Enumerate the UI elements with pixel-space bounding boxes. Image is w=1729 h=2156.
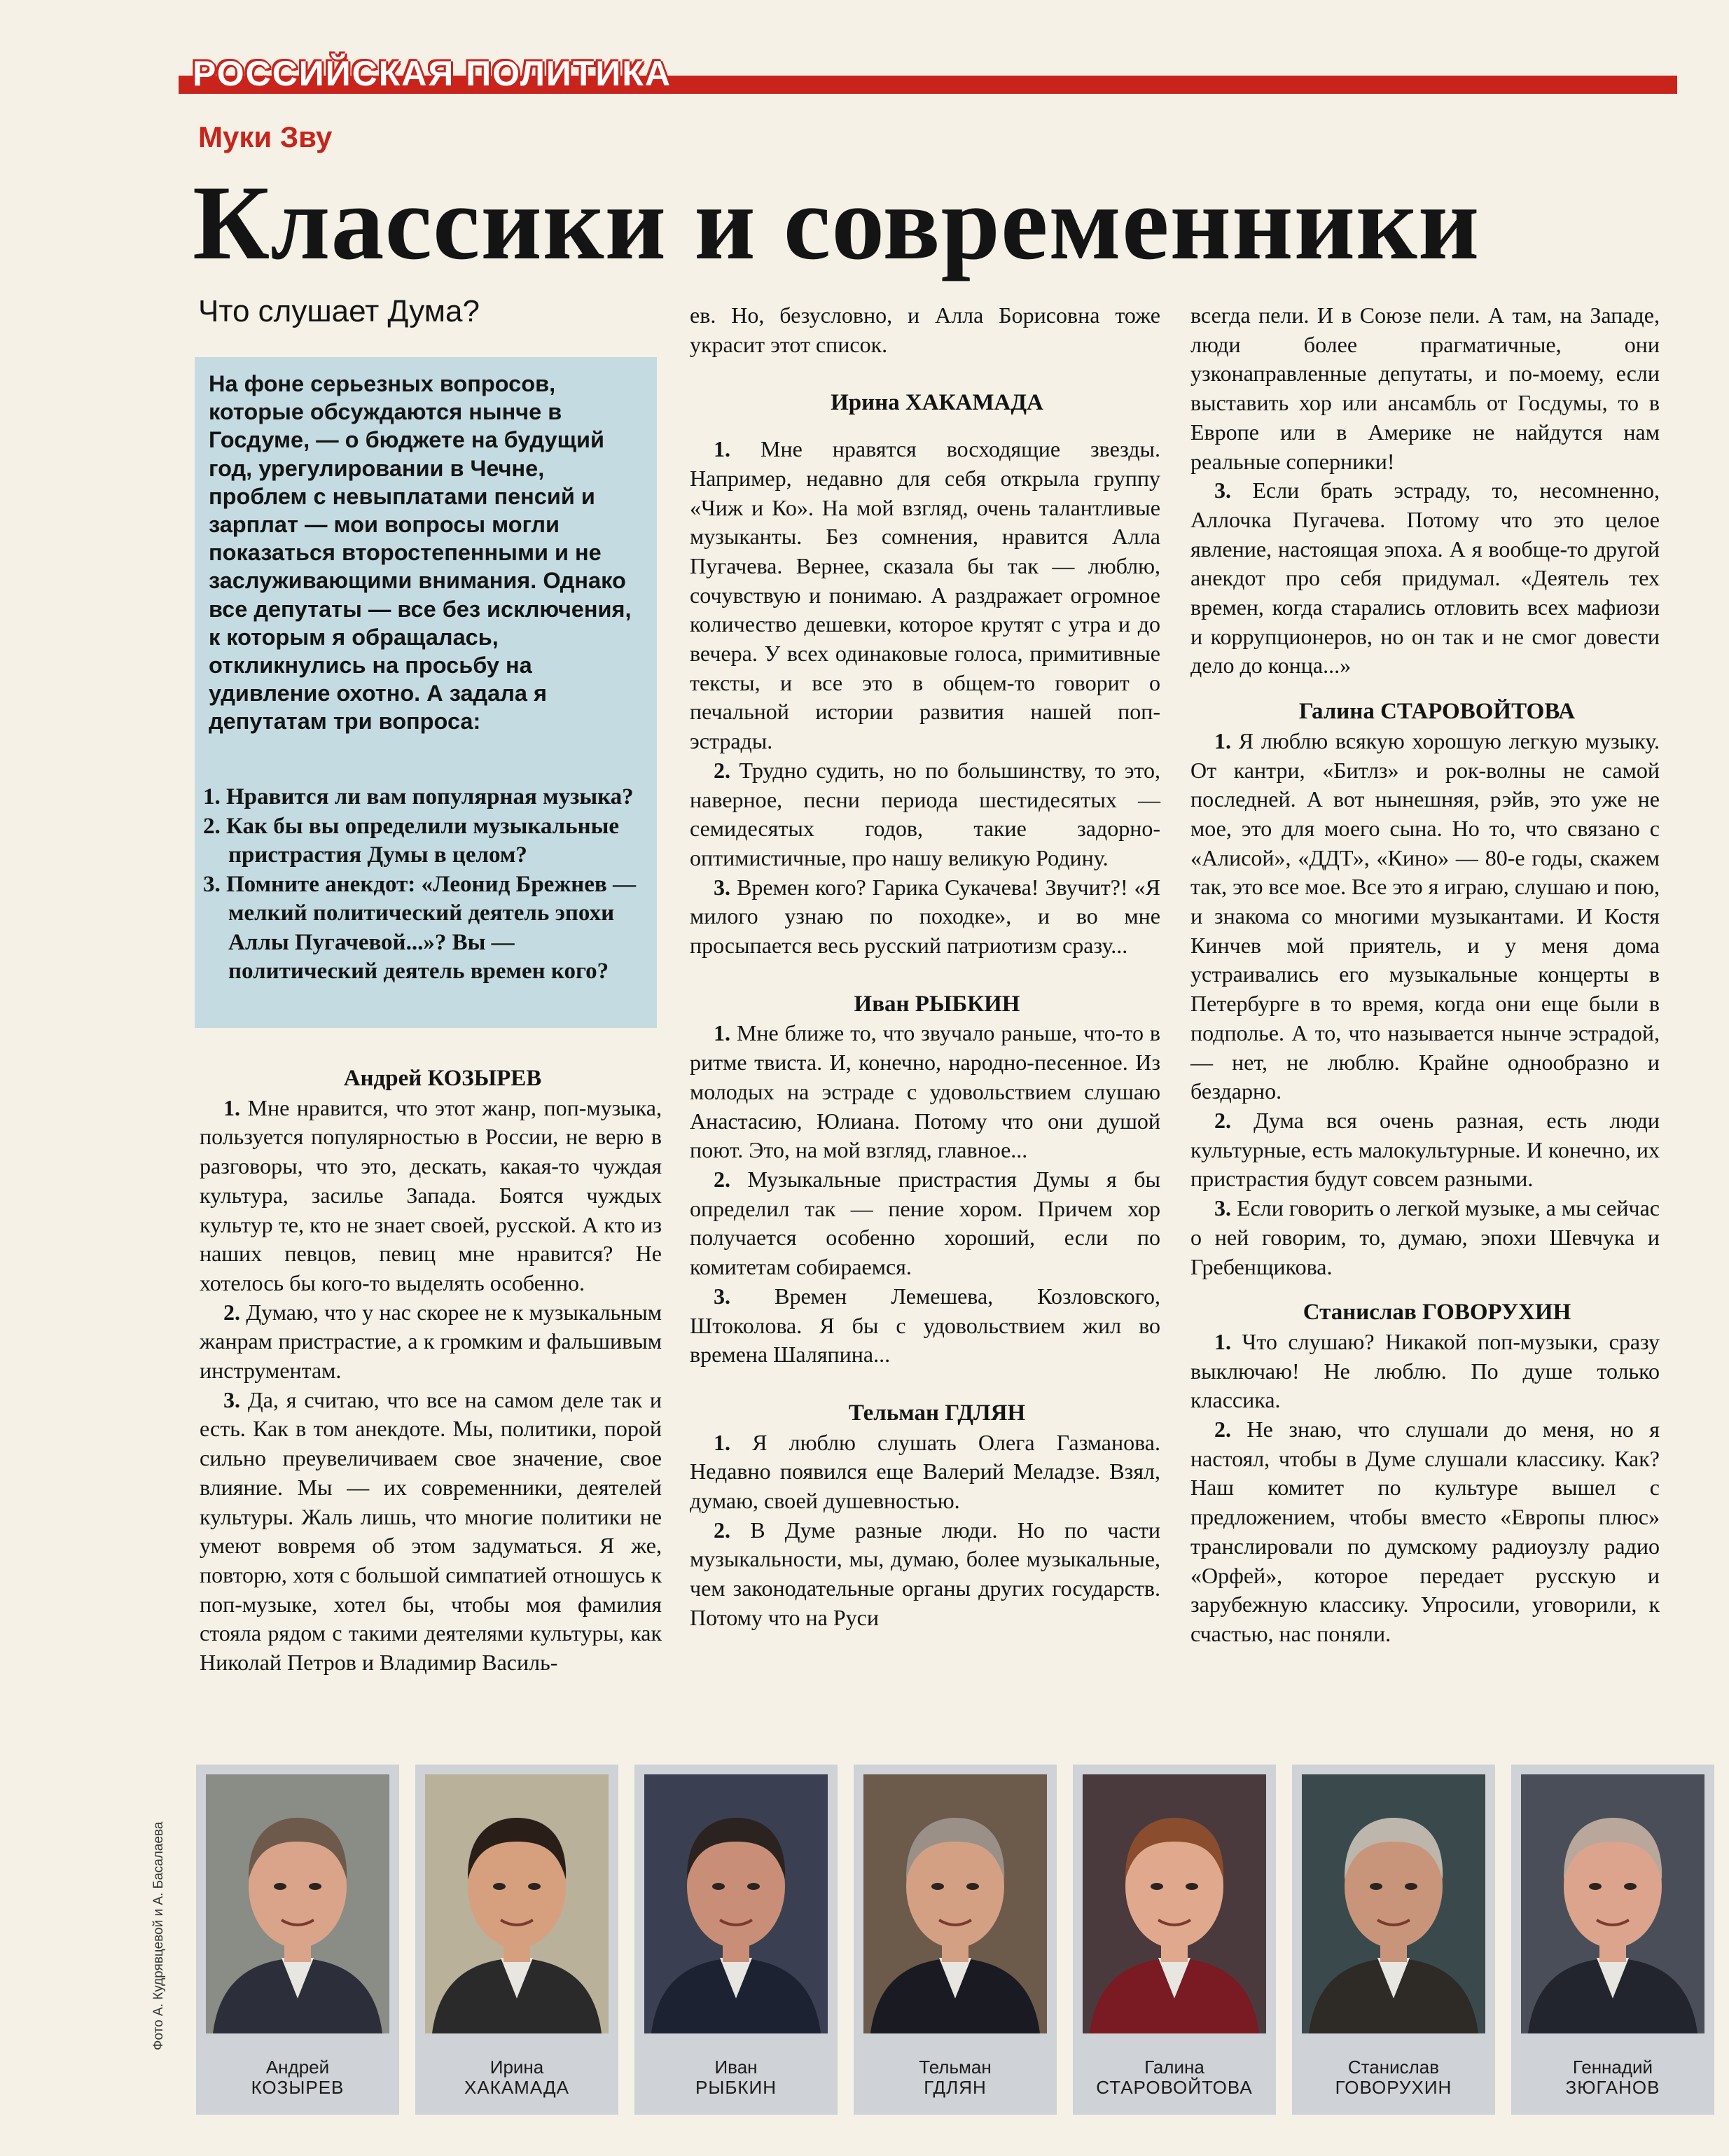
photo-caption: Тельман ГДЛЯН [919, 2057, 992, 2098]
subhead: Что слушает Дума? [198, 294, 480, 328]
author-name: Станислав ГОВОРУХИН [1303, 1300, 1571, 1326]
author-name: Ирина ХАКАМАДА [831, 390, 1043, 416]
photo-caption: Иван РЫБКИН [695, 2057, 777, 2098]
kicker: Муки Зву [198, 120, 333, 153]
headline: Классики и современники [193, 164, 1480, 281]
left-eye [1151, 1883, 1163, 1890]
answer-paragraph: 2. Трудно судить, но по большинству, то это, наверное, песни периода шестидесятых — семидесятых годов, такие задорно-оптимистичные, про нашу великую Родину. [690, 757, 1161, 870]
left-eye [1589, 1883, 1602, 1890]
answer-paragraph: 1. Мне нравится, что этот жанр, поп-музыка, пользуется популярностью в России, не верю в разговоры, что это, дескать, какая-то чуждая культура, засилье Запада. Боятся чуждых культур те, кто не знает своей, русской. А кто из наших певцов, певиц мне нравится? Не хотелось бы кого-то выделять особенно. [200, 1094, 662, 1295]
answer-paragraph: 2. Дума вся очень разная, есть люди культурные, есть малокультурные. И конечно, их пристрастия будут совсем разными. [1190, 1107, 1660, 1192]
intro-box [195, 357, 657, 777]
answer-paragraph: 1. Мне нравятся восходящие звезды. Например, недавно для себя открыла группу «Чиж и Ко». На мой взгляд, очень талантливые музыканты. Без сомнения, нравится Алла Пугачева. Вернее, сказала бы так — люблю, сочувствую и понимаю. А раздражает огромное количество дешевки, которое крутят с утра и до вечера. У всех одинаковые голоса, примитивные тексты, и все это в общем-то говорит о печальной истории развития нашей поп-эстрады. [690, 436, 1161, 754]
portrait-illustration [863, 1774, 1047, 2033]
answer-continuation: ев. Но, безусловно, и Алла Борисовна тоже украсит этот список. [690, 302, 1160, 357]
portrait-photo [1302, 1774, 1485, 2033]
column-3 [1190, 301, 1660, 1649]
rubric-title: РОССИЙСКАЯ ПОЛИТИКА [193, 54, 672, 93]
right-eye [1186, 1883, 1198, 1890]
photo-strip [196, 1765, 1716, 2115]
portrait-photo [1083, 1774, 1266, 2033]
photo-card [415, 1765, 618, 2115]
right-eye [966, 1883, 979, 1890]
answer-paragraph: 1. Мне ближе то, что звучало раньше, что-то в ритме твиста. И, конечно, народно-песенное. Из молодых на эстраде с удовольствием слушаю Анастасию, Юлиана. Потому что они душой поют. Это, на мой взгляд, главное... [690, 1020, 1161, 1163]
photo-card [1292, 1765, 1495, 2115]
portrait-illustration [1083, 1774, 1266, 2033]
left-eye [1370, 1883, 1382, 1890]
photo-card [634, 1765, 838, 2115]
questions-list [195, 776, 657, 1028]
photo-caption: Ирина ХАКАМАДА [464, 2057, 569, 2098]
question-item: 2. Как бы вы определили музыкальные пристрастия Думы в целом? [203, 813, 620, 868]
answer-paragraph: 3. Да, я считаю, что все на самом деле так и есть. Как в том анекдоте. Мы, политики, порой сильно преувеличиваем свое значение, свое влияние. Мы — их современники, деятелей культуры. Жаль лишь, что многие политики не умеют вовремя об этом задуматься. Я же, повторю, хотя с большой симпатией отношусь к поп-музыке, хотел бы, чтобы моя фамилия стояла рядом с такими деятелями культуры, как Николай Петров и Владимир Василь- [200, 1386, 662, 1676]
photo-caption: Геннадий ЗЮГАНОВ [1565, 2057, 1660, 2098]
answer-paragraph: 1. Что слушаю? Никакой поп-музыки, сразу выключаю! Не люблю. По душе только классика. [1190, 1328, 1660, 1413]
photo-credit: Фото А. Кудрявцевой и А. Басалаева [151, 1821, 166, 2050]
question-item: 3. Помните анекдот: «Леонид Брежнев — мелкий политический деятель эпохи Аллы Пугачевой...»? Вы — политический деятель времен кого? [203, 871, 636, 984]
author-name: Галина СТАРОВОЙТОВА [1298, 699, 1576, 725]
left-eye [712, 1883, 725, 1890]
author-name: Иван РЫБКИН [854, 991, 1020, 1017]
photo-caption: Андрей КОЗЫРЕВ [251, 2057, 345, 2098]
photo-card [196, 1765, 399, 2115]
answer-paragraph: 1. Я люблю слушать Олега Газманова. Недавно появился еще Валерий Меладзе. Взял, думаю, своей душевностью. [690, 1429, 1160, 1514]
photo-caption: Станислав ГОВОРУХИН [1335, 2057, 1452, 2098]
left-eye [931, 1883, 944, 1890]
photo-caption: Галина СТАРОВОЙТОВА [1096, 2057, 1253, 2098]
answer-paragraph: 2. Думаю, что у нас скорее не к музыкальным жанрам пристрастие, а к громким и фальшивым инструментам. [200, 1299, 662, 1384]
photo-card [1073, 1765, 1276, 2115]
portrait-photo [1521, 1774, 1704, 2033]
photo-card [854, 1765, 1057, 2115]
left-eye [493, 1883, 506, 1890]
portrait-photo [644, 1774, 828, 2033]
portrait-photo [425, 1774, 609, 2033]
author-name: Андрей КОЗЫРЕВ [343, 1066, 542, 1091]
answer-paragraph: 3. Времен Лемешева, Козловского, Штоколова. Я бы с удовольствием жил во времена Шаляпина... [690, 1283, 1161, 1368]
answer-continuation: всегда пели. И в Союзе пели. А там, на Западе, люди более прагматичные, они узконаправленные депутаты, и по-моему, если выставить хор или ансамбль от Госдумы, то в Европе или в Америке не найдутся нам реальные соперники! [1190, 302, 1660, 474]
right-eye [528, 1883, 541, 1890]
answer-paragraph: 2. Не знаю, что слушали до меня, но я настоял, чтобы в Думе слушали классику. Как? Наш комитет по культуре вышел с предложением, чтобы вместо «Европы плюс» транслировали по думскому радиоузлу радио «Орфей», которое передает русскую и зарубежную классику. Упросили, уговорили, к счастью, нас поняли. [1190, 1417, 1660, 1646]
portrait-photo [206, 1774, 389, 2033]
right-eye [1624, 1883, 1637, 1890]
column-2 [690, 301, 1160, 1633]
answer-paragraph: 3. Времен кого? Гарика Сукачева! Звучит?! «Я милого узнаю по походке», и во мне просыпается весь русский патриотизм сразу... [690, 874, 1161, 959]
question-item: 1. Нравится ли вам популярная музыка? [203, 784, 634, 809]
right-eye [747, 1883, 760, 1890]
answer-paragraph: 1. Я люблю всякую хорошую легкую музыку. От кантри, «Битлз» и рок-волны не самой последней. А вот нынешняя, рэйв, это уже не мое, это для моего сына. Но то, что связано с «Алисой», «ДДТ», «Кино» — 80-е годы, скажем так, это все мое. Все это я играю, слушаю и пою, и знакома со многими музыкантами. И Костя Кинчев мой приятель, и у меня дома устраивались его музыкальные концерты в Петербурге в то время, когда они еще были в подполье. А то, что называется нынче эстрадой, — нет, не люблю. Крайне однообразно и бездарно. [1190, 728, 1660, 1104]
answer-paragraph: 3. Если брать эстраду, то, несомненно, Аллочка Пугачева. Потому что это целое явление, настоящая эпоха. А я вообще-то другой анекдот про себя придумал. «Деятель тех времен, когда старались отловить всех мафиози и коррупционеров, но он так и не смог довести дело до конца...» [1190, 478, 1660, 679]
author-name: Тельман ГДЛЯН [848, 1400, 1026, 1426]
right-eye [1405, 1883, 1417, 1890]
answer-paragraph: 3. Если говорить о легкой музыке, а мы сейчас о ней говорим, то, думаю, эпохи Шевчука и Гребенщикова. [1190, 1195, 1660, 1279]
photo-card [1511, 1765, 1714, 2115]
portrait-illustration [1302, 1774, 1485, 2033]
column-1 [200, 1064, 662, 1678]
answer-paragraph: 2. Музыкальные пристрастия Думы я бы определил так — пение хором. Причем хор получается особенно хороший, если по комитетам собираемся. [690, 1166, 1161, 1280]
portrait-illustration [425, 1774, 609, 2033]
portrait-illustration [206, 1774, 389, 2033]
left-eye [274, 1883, 286, 1890]
portrait-illustration [644, 1774, 828, 2033]
right-eye [309, 1883, 321, 1890]
intro-text: На фоне серьезных вопросов, которые обсуждаются нынче в Госдуме, — о бюджете на будущий год, урегулировании в Чечне, проблем с невыплатами пенсий и зарплат — мои вопросы могли показаться второстепенными и не заслуживающими внимания. Однако все депутаты — все без исключения, к которым я обращалась, откликнулись на просьбу на удивление охотно. А задала я депутатам три вопроса: [209, 371, 632, 735]
answer-paragraph: 2. В Думе разные люди. Но по части музыкальности, мы, думаю, более музыкальные, чем законодательные органы других государств. Потому что на Руси [690, 1517, 1161, 1630]
portrait-photo [863, 1774, 1047, 2033]
portrait-illustration [1521, 1774, 1704, 2033]
